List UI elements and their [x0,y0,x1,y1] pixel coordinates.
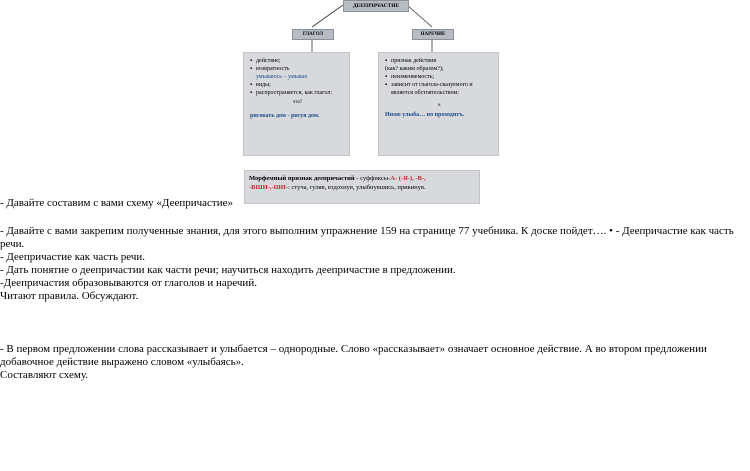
adverb-feature-unchangeable: ▪ неизменяемость; [385,73,494,81]
diagram-adverb-head: НАРЕЧИЕ [412,29,454,40]
adverb-features-panel [378,52,499,156]
line-goal: - Дать понятие о деепричастии как части речи; научиться находить деепричастие в предложении. [0,264,456,276]
paragraph-exercise: - Давайте с вами закрепим полученные знания, для этого выполним упражнение 159 на странице 77 учебника. К доске пойдет…. • - Деепричастие как часть речи. [0,225,734,250]
verb-question: что? [292,100,303,105]
paragraph-analysis: - В первом предложении слова рассказывает и улыбается – однородные. Слово «рассказывает» означает основное действие. А во втором предложении добавочное действие выражено словом «улыбаясь». [0,343,707,368]
adverb-example: Иною улыба… но проходитъ. [385,112,465,118]
verb-feature-action: ▪ действие; [250,57,345,65]
line-read-rules: Читают правила. Обсуждают. [0,290,139,302]
line-part-of-speech: - Деепричастие как часть речи. [0,251,146,263]
morph-examples: : стуча, гуляв, вздохнув, улыбнувшись, прикинув. [288,184,426,191]
adverb-feature-sign: ▪ признак действия [385,57,494,65]
adverb-feature-questions: (как? каким образом?); [385,66,444,72]
morph-suffix-2: -ВШИ-,-ШИ- [249,184,289,191]
verb-feature-reflexive: ▪ возвратность [250,65,345,73]
morph-suffix-1: А- (-Я-), -В-, [390,175,426,182]
verb-example-reflexive: умываюсь – умывая [256,74,307,80]
line-make-scheme: Составляют схему. [0,369,88,381]
diagram-caption: - Давайте составим с вами схему «Деепричастие» [0,197,233,209]
diagram-top-box: ДЕЕПРИЧАСТИЕ [343,0,409,12]
verb-example-draw: рисовать дом - рисуя дом. [250,113,320,119]
verb-feature-extends: ▪ распространяется, как глагол: [250,89,345,97]
verb-features-panel [243,52,350,156]
line-formation: -Деепричастия образовываются от глаголов и наречий. [0,277,257,289]
morph-suffix-intro: - суффиксы- [354,175,391,182]
morph-title: Морфемный признак деепричастий [249,175,355,182]
verb-feature-aspect: ▪ виды; [250,81,345,89]
adverb-question: к [438,103,441,108]
adverb-feature-depends: ▪ зависит от глагола-сказуемого и является обстоятельством: [385,81,494,97]
diagram-verb-head: ГЛАГОЛ [292,29,334,40]
